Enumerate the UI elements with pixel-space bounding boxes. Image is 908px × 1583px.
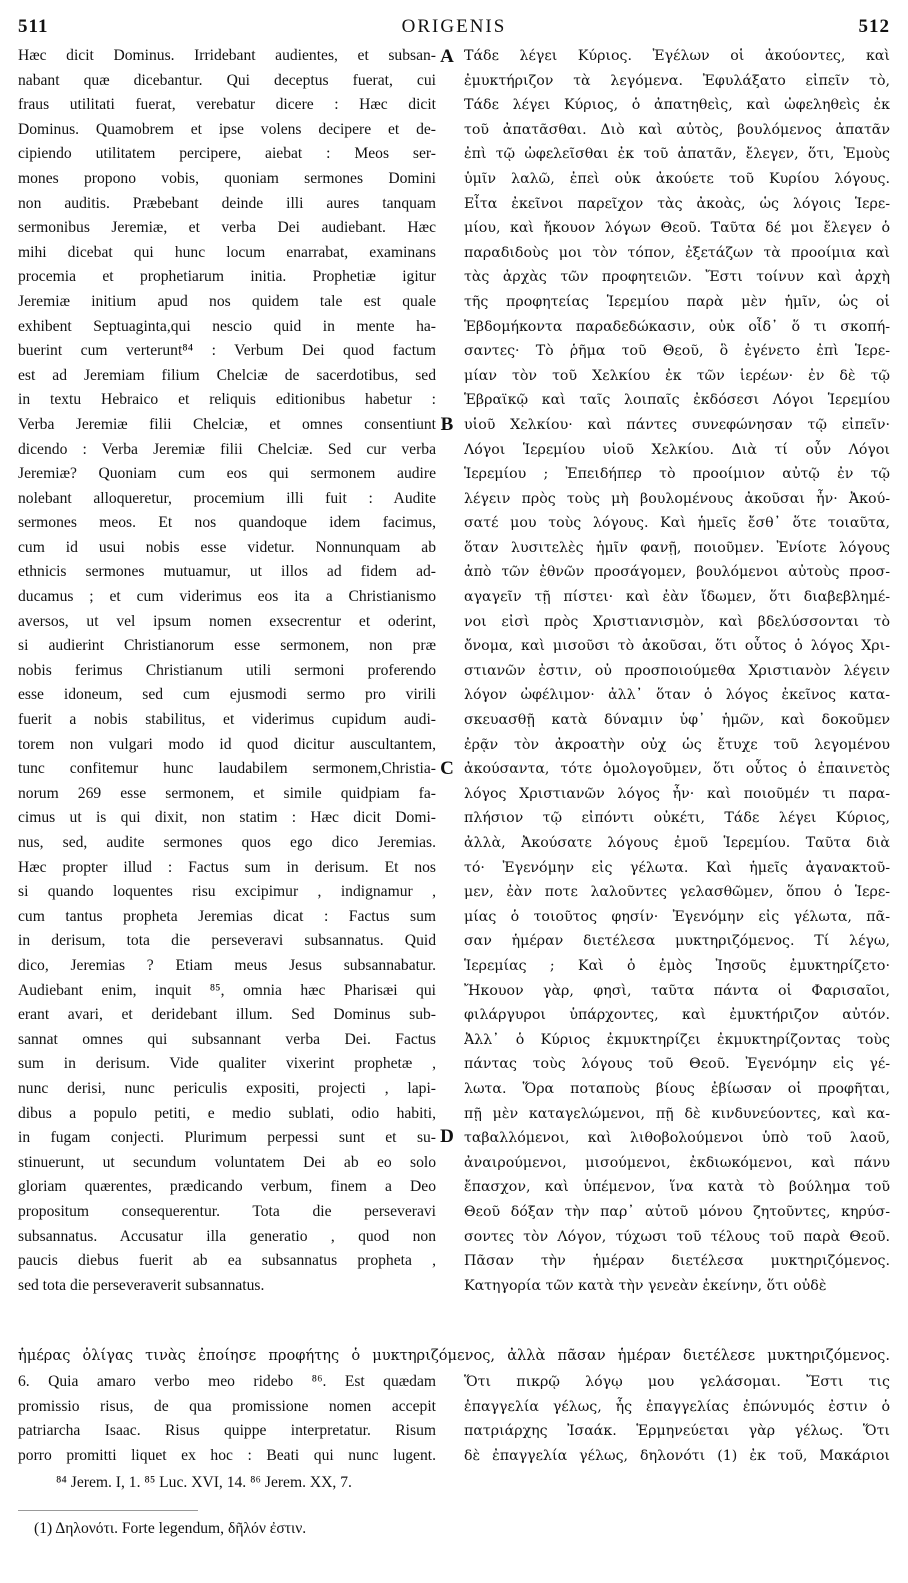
greek-text-line: Ἑβδομήκοντα παραδεδώκασιν, οὐκ οἶδ᾽ ὅ τι σκοπή- <box>464 318 890 335</box>
latin-text-line: sum in derisum. Vide qualiter vixerint prophetæ , <box>18 1055 436 1073</box>
margin-letter-c: C <box>440 758 454 779</box>
latin-text-line: Hæc dicit Dominus. Irridebant audientes, et subsan- <box>18 47 436 64</box>
greek-text-line: Εἶτα ἐκεῖνοι παρεῖχον τὰς ἀκοὰς, ὡς λόγοις Ἱερε- <box>464 195 890 212</box>
greek-text-line: ἐμυκτήριζον τὰ λεγόμενα. Ἐφυλάξατο εἰπεῖν τὸ, <box>464 72 890 89</box>
greek-text-line: ὄνομα, καὶ μισοῦσι τὸ ἀκοῦσαι, ὅτι οὗτος ὁ λόγος Χρι- <box>464 638 890 655</box>
latin-text-line: nobis ferimus Christianum utili sermoni proferendo <box>18 661 436 679</box>
latin-text-line: si audierint Christianorum esse sermonem, non præ <box>18 637 436 655</box>
latin-text-line: fraus utilitati fuerat, verebatur dicere : Hæc dicit <box>18 96 436 114</box>
latin-text-line: si quando loquentes risu excipimur , indignamur , <box>18 883 436 901</box>
latin-column <box>18 44 436 1298</box>
greek-text-line: λέγειν πρὸς τοὺς μὴ βουλομένους ἀκοῦσαι ἦν· Ἀκού- <box>464 490 890 507</box>
section-6-greek-line: πατριάρχης Ἰσαάκ. Ἑρμηνεύεται γὰρ γέλως. Ὅτι <box>464 1423 890 1440</box>
latin-text-line: buerint cum verterunt⁸⁴ : Verbum Dei quod factum <box>18 342 436 360</box>
margin-letter-b: B <box>440 414 454 435</box>
latin-text-line: nolebant alloqueretur, procemium illi fuit : Audite <box>18 489 436 507</box>
latin-text-line: aversos, ut vel ipsum nomen exsecrentur et oderint, <box>18 612 436 630</box>
latin-text-line: dico, Jeremias ? Etiam meus Jesus subsannabatur. <box>18 956 436 974</box>
greek-text-line: σαντες· Τὸ ῥῆμα τοῦ Θεοῦ, ὃ ἐγένετο ἐπὶ Ἱερε- <box>464 343 890 360</box>
greek-text-line: ὑμῖν λαλῶ, ἐπεὶ οὐκ ἀκούετε τοῦ Κυρίου λόγους. <box>464 170 890 187</box>
latin-text-line: Jeremiæ initium apud nos quidem tale est quale <box>18 292 436 310</box>
latin-text-line: non auditis. Præbebant deinde illi aures tanquam <box>18 194 436 212</box>
greek-text-line: σοντες τὸν Λόγον, τύχωσι τοῦ τέλους τοῦ παρὰ Θεοῦ. <box>464 1228 890 1245</box>
greek-text-line: Λόγοι Ἱερεμίου υἱοῦ Χελκίου. Διὰ τί οὖν Λόγοι <box>464 441 890 458</box>
margin-letter-a: A <box>440 46 454 67</box>
scripture-references: ⁸⁴ Jerem. I, 1. ⁸⁵ Luc. XVI, 14. ⁸⁶ Jerem. XX, 7. <box>56 1474 352 1491</box>
latin-text-line: nunc derisi, nunc periculis expositi, projecti , lapi- <box>18 1079 436 1097</box>
latin-text-line: stinuerunt, ut secundum voluntatem Dei ab eo solo <box>18 1153 436 1171</box>
greek-text-line: σαν ἡμέραν διετέλεσα μυκτηριζόμενος. Τί λέγω, <box>464 933 890 950</box>
greek-text-line: τό· Ἐγενόμην εἰς γέλωτα. Καὶ ἡμεῖς ἀγανακτοῦ- <box>464 859 890 876</box>
page-number-left: 511 <box>18 16 49 37</box>
latin-text-line: paucis diebus fuerit ab ea subsannatus propheta , <box>18 1252 436 1270</box>
greek-text-line: Τάδε λέγει Κύριος. Ἐγέλων οἱ ἀκούοντες, καὶ <box>464 48 890 64</box>
latin-text-line: nus, sed, audite sermones quos ego dico Jeremias. <box>18 834 436 851</box>
section-6-greek <box>464 1370 890 1468</box>
greek-text-line: μίας ὁ τοιοῦτος φησίν· Ἐγενόμην εἰς γέλωτα, πᾶ- <box>464 908 890 925</box>
greek-text-line: Θεοῦ δόξαν τὴν παρ᾽ αὐτοῦ μόνου ζητοῦντες, κηρύσ- <box>464 1203 890 1220</box>
greek-text-line: ἀναιρούμενοι, μισούμενοι, ἐκδιωκόμενοι, καὶ πάνυ <box>464 1154 890 1171</box>
section-6-greek-line: ἐπαγγελία γέλως, ἧς ἐπαγγελίας ἐπώνυμός ἐστιν ὁ <box>464 1398 890 1415</box>
latin-text-line: torem non vulgari modo id quod dicitur auscultantem, <box>18 735 436 753</box>
footnote-divider <box>18 1510 198 1511</box>
section-6-latin-line: patriarcha Isaac. Risus quippe interpretatur. Risum <box>18 1422 436 1440</box>
greek-text-line: Ἱερεμίου ; Ἐπειδήπερ τὸ προοίμιον αὐτῷ ἐν τῷ <box>464 466 890 483</box>
latin-text-line: sannat omnes qui subsannant verba Dei. Factus <box>18 1030 436 1048</box>
latin-text-line: erant avari, et deridebant illum. Sed Dominus sub- <box>18 1006 436 1024</box>
greek-text-line: νοι εἰσὶ πρὸς Χριστιανισμὸν, καὶ βδελύσσονται τὸ <box>464 613 890 630</box>
latin-text-line: est ad Jeremiam filium Chelciæ de sacerdotibus, sed <box>18 366 436 384</box>
greek-text-line: Τάδε λέγει Κύριος, ὁ ἀπατηθεὶς, καὶ ὠφεληθεὶς ἐκ <box>464 97 890 114</box>
latin-text-line: propositum consequerentur. Tota die perseveravi <box>18 1202 436 1220</box>
section-6-latin-line: promissio risus, de qua promissione nomen accepit <box>18 1397 436 1415</box>
greek-text-line: μεν, ἐὰν ποτε λαλοῦντες γελασθῶμεν, ὅπου ὁ Ἱερε- <box>464 884 890 901</box>
greek-text-line: παραδιδοὺς μοι τὸν τόπον, ἐξετάζων τὰ προοίμια καὶ <box>464 244 890 261</box>
latin-text-line: norum 269 esse sermonem, et simile quidpiam fa- <box>18 784 436 802</box>
latin-text-line: procemia et prophetiarum initia. Prophetiæ igitur <box>18 268 436 286</box>
latin-text-line: Audiebant enim, inquit ⁸⁵, omnia hæc Pharisæi qui <box>18 981 436 999</box>
page-number-right: 512 <box>858 16 890 37</box>
latin-text-line: Hæc propter illud : Factus sum in derisum. Et nos <box>18 858 436 876</box>
margin-letter-d: D <box>440 1126 454 1147</box>
greek-text-line: ταβαλλόμενοι, καὶ λιθοβολούμενοι ὑπὸ τοῦ λαοῦ, <box>464 1130 890 1147</box>
latin-text-line: subsannatus. Accusatur illa generatio , quod non <box>18 1227 436 1245</box>
latin-text-line: ducamus ; et cum viderimus eos ita a Christianismo <box>18 588 436 606</box>
greek-text-line: στιανῶν ἐστιν, οὐ προσποιούμεθα Χριστιανὸν λέγειν <box>464 662 890 679</box>
greek-text-line: μίαν τὸν τοῦ Χελκίου ἐκ τῶν ἱερέων· ἐν δὲ τῷ <box>464 367 890 384</box>
latin-text-line: Jeremiæ? Quoniam cum eos qui sermonem audire <box>18 465 436 483</box>
greek-column <box>464 44 890 1298</box>
latin-text-line: exhibent Septuaginta,qui nescio quid in mente ha- <box>18 317 436 335</box>
footnote: (1) Δηλονότι. Forte legendum, δῆλόν ἐστιν. <box>34 1520 307 1537</box>
latin-text-line: dibus a populo petiti, e medio sublati, odio habiti, <box>18 1104 436 1122</box>
greek-text-line: ἀπὸ τῶν ἐθνῶν προσάγομεν, βουλόμενοι αὐτοὺς προσ- <box>464 564 890 581</box>
latin-text-line: fuerit a nobis stabilitus, et viderimus cupidum audi- <box>18 711 436 729</box>
latin-text-line: Verba Jeremiæ filii Chelciæ, et omnes consentiunt <box>18 415 436 433</box>
latin-text-line: cum id usui nobis esse videtur. Nonnunquam ab <box>18 538 436 556</box>
greek-text-line: ὅταν λυσιτελὲς ἡμῖν φανῇ, ποιοῦμεν. Ἐνίοτε λόγους <box>464 539 890 556</box>
greek-text-line: πάντας τοὺς λόγους τοῦ Θεοῦ. Ἐγενόμην εἰς γέ- <box>464 1056 890 1073</box>
latin-text-line: cimus ut is qui dixit, non statim : Hæc dicit Domi- <box>18 809 436 827</box>
running-head: ORIGENIS <box>401 16 507 37</box>
latin-text-line: gloriam quærentes, prædicando verbum, finem a Deo <box>18 1178 436 1196</box>
section-6-latin-line: porro promitti liquet ex hoc : Beati qui nunc lugent. <box>18 1446 436 1464</box>
latin-text-line: mihi dicebat qui hunc locum enarrabat, examinans <box>18 243 436 261</box>
greek-text-line: υἱοῦ Χελκίου· καὶ πάντες συνεφώνησαν τῷ εἰπεῖν· <box>464 416 890 433</box>
greek-text-line: αγαγεῖν τῇ πίστει· καὶ ἐὰν ἴδωμεν, ὅτι διαβεβλημέ- <box>464 589 890 606</box>
latin-text-line: ethnicis sermones mutuamur, ut illos ad fidem ad- <box>18 563 436 581</box>
greek-text-line: ἀλλὰ, Ἀκούσατε λόγους ἐμοῦ Ἱερεμίου. Ταῦτα διὰ <box>464 835 890 851</box>
greek-text-line: πῇ μὲν καταγελώμενοι, πῇ δὲ κινδυνεύοντες, καὶ κα- <box>464 1105 890 1122</box>
latin-text-line: in fugam conjecti. Plurimum perpessi sunt et su- <box>18 1129 436 1147</box>
latin-text-line: in derisum, tota die perseveravi subsannatus. Quid <box>18 932 436 950</box>
greek-text-line: ἔπασχον, καὶ ὑπέμενον, ἵνα κατὰ τὸ βούλημα τοῦ <box>464 1179 890 1196</box>
greek-text-line: τοῦ ἀπατᾶσθαι. Διὸ καὶ αὐτὸς, βουλόμενος ἀπατᾶν <box>464 121 890 138</box>
greek-text-line: Κατηγορία τῶν κατὰ τὴν γενεὰν ἐκείνην, ὅτι οὐδὲ <box>464 1277 827 1294</box>
latin-text-line: Dominus. Quamobrem et ipse volens decipere et de- <box>18 120 436 138</box>
latin-text-line: cum tantus propheta Jeremias dicat : Factus sum <box>18 907 436 925</box>
greek-text-line: τὰς ἀρχὰς τῶν προφητειῶν. Ἔστι τοίνυν καὶ ἀρχὴ <box>464 269 890 286</box>
greek-text-line: λωτα. Ὅρα ποταποὺς βίους ἐβίωσαν οἱ προφῆται, <box>464 1080 890 1097</box>
greek-text-line: πλήσιον τῷ εἰπόντι οὐκέτι, Τάδε λέγει Κύριος, <box>464 810 890 827</box>
section-6-latin <box>18 1370 436 1468</box>
latin-text-line: sermonibus Jeremiæ, et verba Dei audiebant. Hæc <box>18 219 436 237</box>
greek-text-line: μίου, καὶ ἤκουον λόγων Θεοῦ. Ταῦτα δέ μοι ἔλεγεν ὁ <box>464 220 890 237</box>
latin-text-line: cipiendo utilitatem percipere, aiebat : Meos ser- <box>18 145 436 163</box>
latin-text-line: esse idoneum, sed cum ejusmodi sermo pro virili <box>18 686 436 704</box>
greek-text-line: ἐρᾷν τὸν ἀκροατὴν οὐχ ὡς ἔτυχε τοῦ λεγομένου <box>464 736 890 753</box>
greek-text-line: ἀκούσαντα, τότε ὁμολογοῦμεν, ὅτι οὗτος ὁ ἐπαινετὸς <box>464 761 890 778</box>
greek-text-line: λόγον ὠφέλιμον· ἀλλ᾽ ὅταν ὁ λόγος ἐκεῖνος κατα- <box>464 687 890 704</box>
greek-text-line: Ἀλλ᾽ ὁ Κύριος ἐκμυκτηρίζει ἐκμυκτηρίζοντας τοὺς <box>464 1031 890 1048</box>
greek-text-line: τῆς προφητείας Ἱερεμίου παρὰ μὲν ἡμῖν, ὡς οἱ <box>464 293 890 310</box>
section-6-latin-line: 6. Quia amaro verbo meo ridebo ⁸⁶. Est quædam <box>18 1373 436 1390</box>
section-6-greek-line: δὲ ἐπαγγελία γέλως, δηλονότι (1) ἐκ τοῦ, Μακάριοι <box>464 1447 890 1464</box>
greek-text-line: σκευασθῇ κατὰ δύναμιν ὑφ᾽ ἡμῶν, καὶ δοκοῦμεν <box>464 712 890 729</box>
section-6-greek-line: Ὅτι πικρῷ λόγῳ μου γελάσομαι. Ἔστι τις <box>464 1374 890 1390</box>
greek-text-line: λόγος Χριστιανῶν λόγος ἦν· καὶ ποιοῦμέν τι παρα- <box>464 785 890 802</box>
greek-text-line: Ἑβραϊκῷ καὶ ταῖς λοιπαῖς ἐκδόσεσι Λόγοι Ἱερεμίου <box>464 392 890 409</box>
greek-text-line: φιλάργυροι ὑπάρχοντες, καὶ ἐμυκτήριζον αὐτόν. <box>464 1007 890 1024</box>
page-header <box>18 16 890 40</box>
greek-text-line: Ἤκουον γὰρ, φησὶ, ταῦτα πάντα οἱ Φαρισαῖοι, <box>464 982 890 999</box>
latin-text-line: tunc confitemur hunc laudabilem sermonem,Christia- <box>18 760 436 778</box>
latin-text-line: sed tota die perseveraverit subsannatus. <box>18 1276 265 1294</box>
greek-text-line: Ἱερεμίας ; Καὶ ὁ ἐμὸς Ἰησοῦς ἐμυκτηρίζετο· <box>464 957 890 974</box>
greek-text-line: σατέ μου τοὺς λόγους. Καὶ ἡμεῖς ἔσθ᾽ ὅτε τοιαῦτα, <box>464 515 890 532</box>
latin-text-line: in textu Hebraico et reliquis editionibus habetur : <box>18 391 436 409</box>
latin-text-line: dicendo : Verba Jeremiæ filii Chelciæ. Sed cur verba <box>18 440 436 458</box>
latin-text-line: sermones meos. Et nos quandoque idem facimus, <box>18 514 436 532</box>
greek-text-line: Πᾶσαν τὴν ἡμέραν διετέλεσα μυκτηριζόμενος. <box>464 1253 890 1270</box>
spanning-greek-line: ἡμέρας ὀλίγας τινὰς ἐποίησε προφήτης ὁ μυκτηριζόμενος, ἀλλὰ πᾶσαν ἡμέραν διετέλεσε μυκτηριζόμενος. <box>18 1347 890 1364</box>
latin-text-line: nabant quæ dicebantur. Qui deceptus fuerat, cui <box>18 71 436 89</box>
latin-text-line: mones propono vobis, quoniam sermones Domini <box>18 169 436 187</box>
greek-text-line: ἐπὶ τῷ ὠφελεῖσθαι ἐκ τοῦ ἀπατᾶν, ἔλεγεν, ὅτι, Ἐμοὺς <box>464 146 890 163</box>
